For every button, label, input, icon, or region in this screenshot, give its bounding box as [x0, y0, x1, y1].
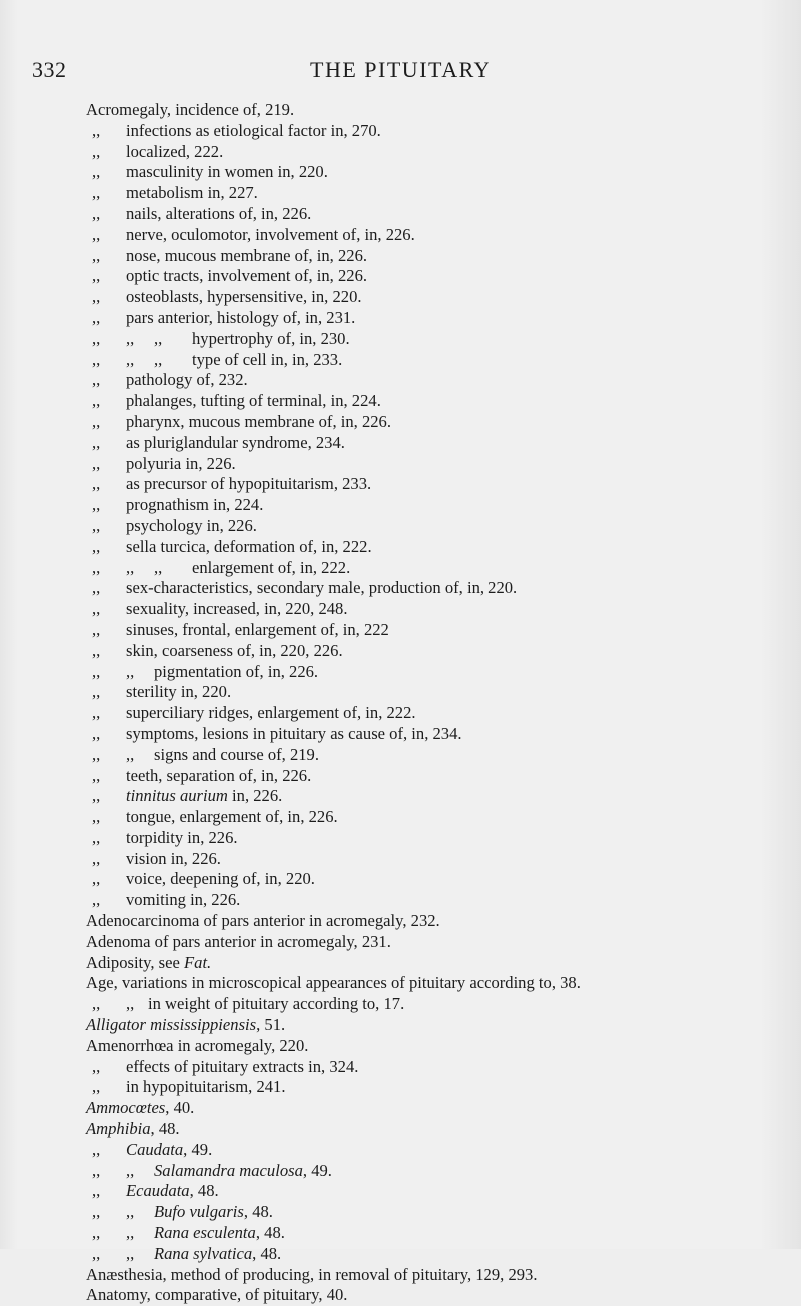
entry-text: sterility in, 220.: [126, 682, 232, 702]
entry-text: infections as etiological factor in, 270.: [126, 120, 381, 140]
index-entry: [86, 1015, 786, 1036]
entry-text: effects of pituitary extracts in, 324.: [126, 1056, 359, 1076]
index-entry: [86, 474, 786, 495]
ditto-mark: ,,: [92, 1077, 101, 1097]
entry-text: in weight of pituitary according to, 17.: [148, 994, 405, 1014]
entry-text: sinuses, frontal, enlargement of, in, 222: [126, 619, 389, 639]
index-entry: [86, 308, 786, 329]
entry-text: tongue, enlargement of, in, 226.: [126, 807, 338, 827]
ditto-mark: ,,: [92, 453, 101, 473]
ditto-mark: ,,: [92, 661, 101, 681]
ditto-mark: ,,: [92, 869, 101, 889]
index-entries: [86, 100, 786, 1306]
entry-text: pigmentation of, in, 226.: [154, 661, 319, 681]
entry-text: vomiting in, 226.: [126, 890, 241, 910]
ditto-mark: ,,: [92, 245, 101, 265]
index-entry: [86, 537, 786, 558]
index-entry: [86, 786, 786, 807]
entry-text: vision in, 226.: [126, 848, 221, 868]
ditto-mark: ,,: [92, 1160, 101, 1180]
entry-text: polyuria in, 226.: [126, 453, 236, 473]
entry-text: , 51.: [256, 1015, 286, 1035]
entry-italic-text: Caudata: [126, 1139, 184, 1159]
entry-text: as pluriglandular syndrome, 234.: [126, 432, 345, 452]
entry-text: Anatomy, comparative, of pituitary, 40.: [86, 1285, 348, 1305]
index-entry: [86, 1202, 786, 1223]
entry-text: , 48.: [252, 1243, 282, 1263]
entry-italic-text: Rana sylvatica: [154, 1243, 253, 1263]
ditto-mark: ,,: [92, 848, 101, 868]
index-entry: [86, 391, 786, 412]
index-entry: [86, 183, 786, 204]
index-entry: [86, 973, 786, 994]
entry-text: Adenocarcinoma of pars anterior in acromegaly, 232.: [86, 911, 440, 931]
entry-text: enlargement of, in, 222.: [192, 557, 351, 577]
index-entry: [86, 370, 786, 391]
index-entry: [86, 1140, 786, 1161]
entry-text: masculinity in women in, 220.: [126, 162, 328, 182]
ditto-mark: ,,: [92, 391, 101, 411]
ditto-mark: ,,: [126, 661, 135, 681]
index-entry: [86, 911, 786, 932]
ditto-mark: ,,: [92, 890, 101, 910]
index-entry: [86, 662, 786, 683]
entry-italic-text: Ecaudata: [126, 1181, 190, 1201]
entry-text: Adiposity, see: [86, 952, 185, 972]
entry-text: Acromegaly, incidence of, 219.: [86, 100, 295, 119]
entry-text: , 48.: [189, 1181, 219, 1201]
entry-text: localized, 222.: [126, 141, 224, 161]
ditto-mark: ,,: [92, 141, 101, 161]
ditto-mark: ,,: [92, 807, 101, 827]
index-entry: [86, 329, 786, 350]
index-entry: [86, 890, 786, 911]
ditto-mark: ,,: [92, 619, 101, 639]
index-entry: [86, 578, 786, 599]
index-entry: [86, 682, 786, 703]
ditto-mark: ,,: [92, 536, 101, 556]
index-entry: [86, 495, 786, 516]
ditto-mark: ,,: [92, 474, 101, 494]
index-entry: [86, 350, 786, 371]
ditto-mark: ,,: [92, 224, 101, 244]
entry-text: type of cell in, in, 233.: [192, 349, 343, 369]
index-entry: [86, 1265, 786, 1286]
index-entry: [86, 641, 786, 662]
ditto-mark: ,,: [92, 1223, 101, 1243]
index-entry: [86, 100, 786, 121]
ditto-mark: ,,: [92, 786, 101, 806]
entry-italic-text: Rana esculenta: [154, 1223, 256, 1243]
entry-text: in, 226.: [227, 786, 283, 806]
entry-text: , 48.: [150, 1119, 180, 1139]
ditto-mark: ,,: [92, 162, 101, 182]
index-entry: [86, 246, 786, 267]
entry-italic-text: Salamandra maculosa: [154, 1160, 303, 1180]
index-entry: [86, 620, 786, 641]
entry-text: sex-characteristics, secondary male, production of, in, 220.: [126, 578, 518, 598]
ditto-mark: ,,: [92, 328, 101, 348]
ditto-mark: ,,: [92, 578, 101, 598]
index-entry: [86, 1161, 786, 1182]
entry-text: Age, variations in microscopical appearances of pituitary according to, 38.: [86, 973, 581, 993]
entry-italic-text: Amphibia: [86, 1119, 151, 1139]
ditto-mark: ,,: [92, 411, 101, 431]
entry-italic-text: tinnitus aurium: [126, 786, 228, 806]
ditto-mark: ,,: [92, 744, 101, 764]
index-entry: [86, 1285, 786, 1306]
index-entry: [86, 1181, 786, 1202]
index-entry: [86, 1077, 786, 1098]
ditto-mark: ,,: [92, 765, 101, 785]
ditto-mark: ,,: [92, 703, 101, 723]
entry-text: pars anterior, histology of, in, 231.: [126, 307, 356, 327]
ditto-mark: ,,: [126, 1223, 135, 1243]
index-entry: [86, 433, 786, 454]
entry-text: symptoms, lesions in pituitary as cause of, in, 234.: [126, 723, 462, 743]
ditto-mark: ,,: [92, 827, 101, 847]
page-number: 332: [32, 57, 67, 82]
ditto-mark: ,,: [92, 287, 101, 307]
ditto-mark: ,,: [92, 1139, 101, 1159]
entry-text: , 48.: [255, 1223, 285, 1243]
index-entry: [86, 766, 786, 787]
entry-text: nails, alterations of, in, 226.: [126, 203, 312, 223]
entry-text: nerve, oculomotor, involvement of, in, 226.: [126, 224, 415, 244]
ditto-mark: ,,: [126, 557, 135, 577]
entry-text: , 48.: [243, 1202, 273, 1222]
ditto-mark: ,,: [92, 994, 101, 1014]
entry-text: prognathism in, 224.: [126, 495, 264, 515]
ditto-mark: ,,: [126, 1160, 135, 1180]
entry-text: sexuality, increased, in, 220, 248.: [126, 599, 348, 619]
entry-italic-text: Ammocœtes: [86, 1098, 166, 1118]
ditto-mark: ,,: [92, 557, 101, 577]
entry-italic-text: Alligator mississippiensis: [86, 1015, 257, 1035]
entry-text: signs and course of, 219.: [154, 744, 319, 764]
ditto-mark: ,,: [126, 1202, 135, 1222]
ditto-mark: ,,: [92, 723, 101, 743]
index-entry: [86, 142, 786, 163]
ditto-mark: ,,: [92, 599, 101, 619]
ditto-mark: ,,: [126, 1243, 135, 1263]
entry-text: , 49.: [302, 1160, 332, 1180]
ditto-mark: ,,: [92, 640, 101, 660]
entry-text: in hypopituitarism, 241.: [126, 1077, 286, 1097]
index-entry: [86, 1036, 786, 1057]
entry-text: torpidity in, 226.: [126, 827, 238, 847]
index-entry: [86, 1244, 786, 1265]
entry-text: hypertrophy of, in, 230.: [192, 328, 350, 348]
entry-text: , 49.: [183, 1139, 213, 1159]
entry-text: , 40.: [165, 1098, 195, 1118]
entry-text: nose, mucous membrane of, in, 226.: [126, 245, 368, 265]
index-entry: [86, 162, 786, 183]
index-entry: [86, 869, 786, 890]
index-entry: [86, 807, 786, 828]
ditto-mark: ,,: [92, 266, 101, 286]
page-header: [0, 57, 801, 87]
index-entry: [86, 599, 786, 620]
ditto-mark: ,,: [92, 307, 101, 327]
index-entry: [86, 745, 786, 766]
ditto-mark: ,,: [92, 1202, 101, 1222]
index-entry: [86, 849, 786, 870]
index-entry: [86, 558, 786, 579]
entry-text: as precursor of hypopituitarism, 233.: [126, 474, 372, 494]
entry-text: Anæsthesia, method of producing, in removal of pituitary, 129, 293.: [86, 1264, 538, 1284]
index-entry: [86, 953, 786, 974]
entry-text: pharynx, mucous membrane of, in, 226.: [126, 411, 391, 431]
ditto-mark: ,,: [92, 1056, 101, 1076]
ditto-mark: ,,: [92, 183, 101, 203]
entry-text: sella turcica, deformation of, in, 222.: [126, 536, 372, 556]
entry-text: superciliary ridges, enlargement of, in, 222.: [126, 703, 416, 723]
index-entry: [86, 994, 786, 1015]
ditto-mark: ,,: [92, 370, 101, 390]
index-entry: [86, 266, 786, 287]
entry-text: phalanges, tufting of terminal, in, 224.: [126, 391, 381, 411]
index-entry: [86, 454, 786, 475]
ditto-mark: ,,: [92, 1181, 101, 1201]
index-entry: [86, 703, 786, 724]
entry-text: Amenorrhœa in acromegaly, 220.: [86, 1035, 309, 1055]
index-entry: [86, 1057, 786, 1078]
index-entry: [86, 225, 786, 246]
ditto-mark: ,,: [126, 328, 135, 348]
entry-text: Adenoma of pars anterior in acromegaly, 231.: [86, 931, 391, 951]
ditto-mark: ,,: [126, 994, 135, 1014]
ditto-mark: ,,: [92, 203, 101, 223]
ditto-mark: ,,: [126, 349, 135, 369]
ditto-mark: ,,: [126, 744, 135, 764]
ditto-mark: ,,: [92, 432, 101, 452]
entry-text: optic tracts, involvement of, in, 226.: [126, 266, 368, 286]
entry-italic-text: Fat.: [184, 952, 212, 972]
index-entry: [86, 1098, 786, 1119]
ditto-mark: ,,: [154, 557, 163, 577]
entry-text: teeth, separation of, in, 226.: [126, 765, 312, 785]
index-entry: [86, 1119, 786, 1140]
entry-text: voice, deepening of, in, 220.: [126, 869, 315, 889]
entry-italic-text: Bufo vulgaris: [154, 1202, 244, 1222]
index-entry: [86, 828, 786, 849]
entry-text: psychology in, 226.: [126, 515, 257, 535]
ditto-mark: ,,: [92, 495, 101, 515]
ditto-mark: ,,: [154, 328, 163, 348]
index-entry: [86, 1223, 786, 1244]
entry-text: pathology of, 232.: [126, 370, 248, 390]
running-title: THE PITUITARY: [310, 57, 491, 82]
ditto-mark: ,,: [92, 682, 101, 702]
index-entry: [86, 121, 786, 142]
index-entry: [86, 204, 786, 225]
index-entry: [86, 516, 786, 537]
entry-text: skin, coarseness of, in, 220, 226.: [126, 640, 343, 660]
ditto-mark: ,,: [154, 349, 163, 369]
index-entry: [86, 287, 786, 308]
ditto-mark: ,,: [92, 349, 101, 369]
entry-text: metabolism in, 227.: [126, 183, 258, 203]
ditto-mark: ,,: [92, 120, 101, 140]
index-entry: [86, 724, 786, 745]
ditto-mark: ,,: [92, 1243, 101, 1263]
index-entry: [86, 412, 786, 433]
entry-text: osteoblasts, hypersensitive, in, 220.: [126, 287, 362, 307]
ditto-mark: ,,: [92, 515, 101, 535]
index-entry: [86, 932, 786, 953]
